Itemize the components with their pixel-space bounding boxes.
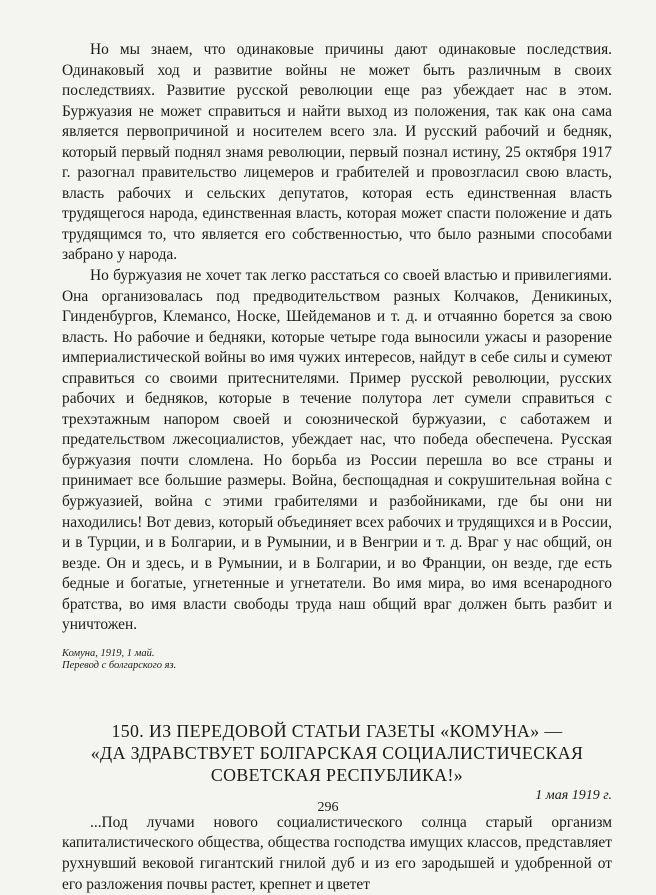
heading-line-3: СОВЕТСКАЯ РЕСПУБЛИКА!» (210, 764, 464, 785)
body-paragraph-2: Но буржуазия не хочет так легко расстаться со своей властью и привилегиями. Она организовалась под предводительством разных Колчаков, Деникиных, Гинденбургов, Клемансо, Носке, Шейдеманов и т. д. и отчаянно борется за свою власть. Но рабочие и бедняки, которые четыре года выносили ужасы и разорение империалистической войны во имя чужих интересов, найдут в себе силы и сумеют справиться со своими притеснителями. Пример русской революции, русских рабочих и бедняков, которые в течение полутора лет сумели справиться с трехэтажным напором своей и союзнической буржуазии, с саботажем и предательством лжесоциалистов, убеждает нас, что победа обеспечена. Русская буржуазия почти сломлена. Но борьба из России перешла во все страны и принимает все большие размеры. Война, беспощадная и сокрушительная война с буржуазией, война с этими грабителями и разбойниками, где бы они ни находились! Вот девиз, который объединяет всех рабочих и трудящихся и в России, и в Турции, и в Болгарии, и в Румынии, и в Венгрии и т. д. Враг у нас общий, он везде. Он и здесь, и в Румынии, и в Болгарии, и во Франции, он везде, где есть бедные и богатые, угнетенные и угнетатели. Во имя мира, во имя всенародного братства, во имя власти свободы труда наш общий враг должен быть разбит и уничтожен. (62, 267, 612, 634)
heading-line-2: «ДА ЗДРАВСТВУЕТ БОЛГАРСКАЯ СОЦИАЛИСТИЧЕСКАЯ (90, 742, 584, 763)
section-heading (62, 720, 612, 786)
source-citation (62, 648, 612, 672)
document-page (62, 40, 612, 895)
page-number: 296 (317, 800, 339, 815)
excerpt-paragraph: ...Под лучами нового социалистического солнца старый организм капиталистического общества, общества господства имущих классов, представляет рухнувший вековой гигантский гнилой дуб и из его зародышей и удобренной от его разложения почвы растет, крепнет и цветет (62, 813, 612, 893)
body-paragraph-1: Но мы знаем, что одинаковые причины дают одинаковые последствия. Одинаковый ход и развитие войны не может быть различным в своих последствиях. Развитие русской революции еще раз убеждает нас в этом. Буржуазия не может справиться и найти выход из положения, так как она сама является первопричиной и носителем всего зла. И русский рабочий и бедняк, который первый поднял знамя революции, первый познал истину, 25 октября 1917 г. разогнал правительство лицемеров и грабителей и провозгласил свою власть, власть рабочих и сельских депутатов, которая есть единственная власть трудящегося народа, единственная власть, которая может спасти положение и дать трудящимся то, что является его собственностью, что было разными способами забрано у народа. (62, 41, 612, 264)
heading-line-1: 150. ИЗ ПЕРЕДОВОЙ СТАТЬИ ГАЗЕТЫ «КОМУНА» — (111, 720, 563, 741)
source-line-1: Комуна, 1919, 1 май. (62, 647, 155, 659)
dateline: 1 мая 1919 г. (535, 787, 612, 803)
source-line-2: Перевод с болгарского яз. (62, 659, 177, 671)
